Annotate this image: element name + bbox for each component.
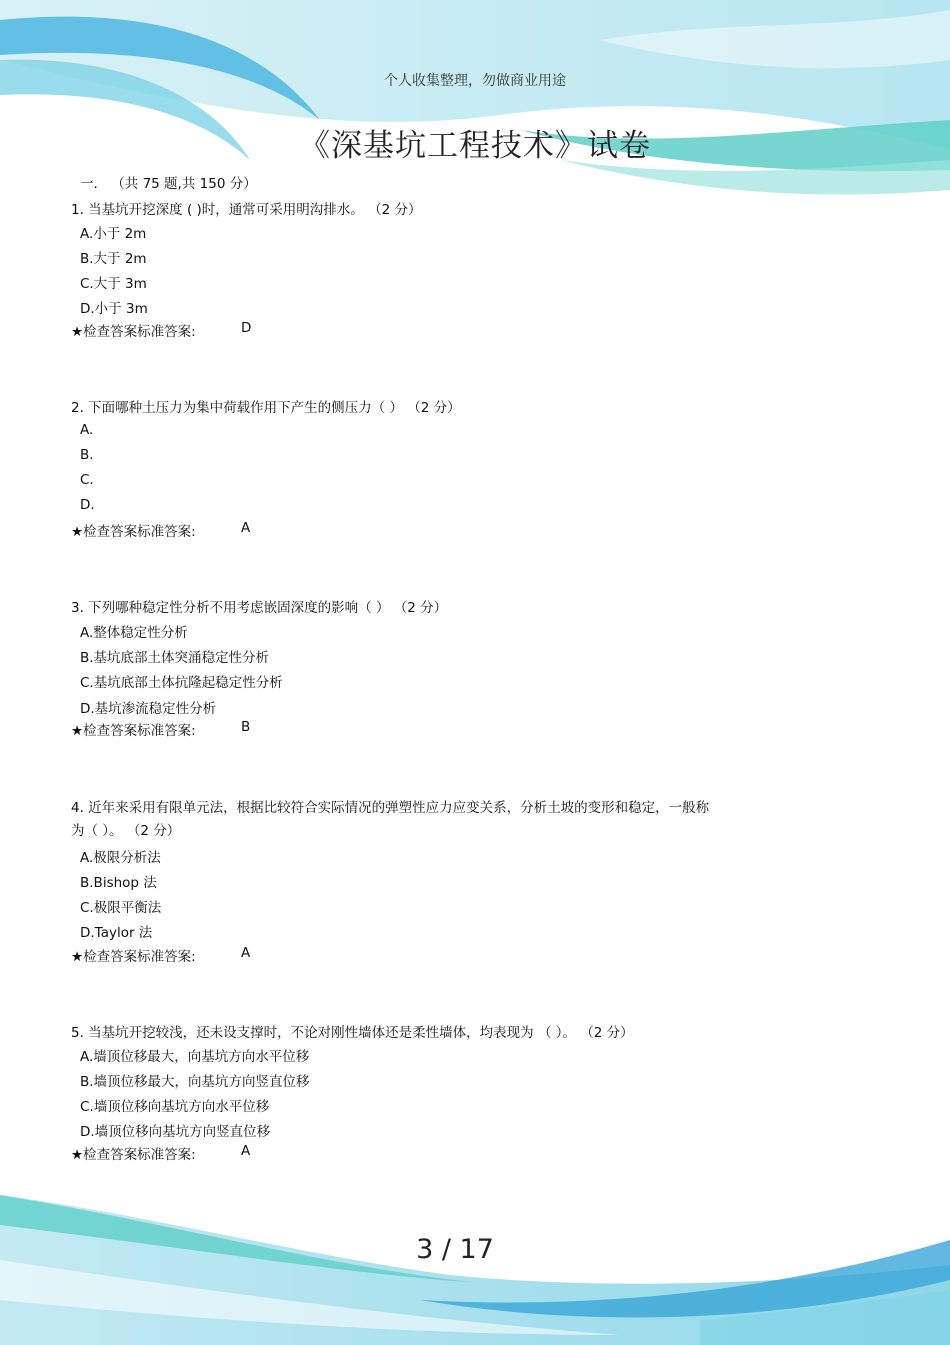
question-3-option-c: C.基坑底部土体抗隆起稳定性分析 [80, 675, 283, 691]
question-2-option-d: D. [80, 497, 95, 513]
question-4-stem-continued: 为（ ）。 （2 分） [71, 823, 181, 839]
question-3-stem: 3. 下列哪种稳定性分析不用考虑嵌固深度的影响（ ） （2 分） [71, 600, 448, 616]
page-title: 《深基坑工程技术》试卷 [299, 128, 651, 164]
question-2-option-b: B. [80, 447, 94, 463]
answer-label: ★检查答案标准答案: [71, 723, 196, 739]
watermark-text: 个人收集整理，勿做商业用途 [384, 73, 566, 89]
question-4-option-b: B.Bishop 法 [80, 875, 157, 891]
question-1-option-d: D.小于 3m [80, 301, 148, 317]
page-number: 3 / 17 [416, 1234, 494, 1265]
question-2-stem: 2. 下面哪种土压力为集中荷载作用下产生的侧压力（ ） （2 分） [71, 400, 461, 416]
answer-label: ★检查答案标准答案: [71, 324, 196, 340]
answer-value: A [241, 520, 251, 536]
question-3-option-a: A.整体稳定性分析 [80, 625, 188, 641]
question-1-option-a: A.小于 2m [80, 226, 147, 242]
answer-label: ★检查答案标准答案: [71, 524, 196, 540]
answer-value: A [241, 1143, 251, 1159]
answer-label: ★检查答案标准答案: [71, 1147, 196, 1163]
question-2-option-c: C. [80, 472, 94, 488]
question-5-option-c: C.墙顶位移向基坑方向水平位移 [80, 1099, 270, 1115]
answer-value: B [241, 719, 251, 735]
question-5-option-d: D.墙顶位移向基坑方向竖直位移 [80, 1124, 271, 1140]
question-1-option-c: C.大于 3m [80, 276, 147, 292]
question-1-option-b: B.大于 2m [80, 251, 147, 267]
question-2-option-a: A. [80, 422, 94, 438]
answer-value: D [241, 320, 252, 336]
question-1-stem: 1. 当基坑开挖深度 ( )时，通常可采用明沟排水。 （2 分） [71, 202, 422, 218]
question-4-option-d: D.Taylor 法 [80, 925, 153, 941]
question-5-stem: 5. 当基坑开挖较浅，还未设支撑时，不论对刚性墙体还是柔性墙体，均表现为 （ ）。 （2 分） [71, 1025, 634, 1041]
answer-value: A [241, 945, 251, 961]
section-heading: 一． （共 75 题,共 150 分） [80, 176, 257, 192]
question-3-option-b: B.基坑底部土体突涌稳定性分析 [80, 650, 270, 666]
question-4-option-a: A.极限分析法 [80, 850, 161, 866]
question-4-option-c: C.极限平衡法 [80, 900, 162, 916]
question-3-option-d: D.基坑渗流稳定性分析 [80, 701, 217, 717]
question-4-stem: 4. 近年来采用有限单元法，根据比较符合实际情况的弹塑性应力应变关系，分析土坡的变形和稳定，一般称 [71, 800, 710, 816]
answer-label: ★检查答案标准答案: [71, 949, 196, 965]
question-5-option-b: B.墙顶位移最大，向基坑方向竖直位移 [80, 1074, 310, 1090]
question-5-option-a: A.墙顶位移最大，向基坑方向水平位移 [80, 1049, 310, 1065]
